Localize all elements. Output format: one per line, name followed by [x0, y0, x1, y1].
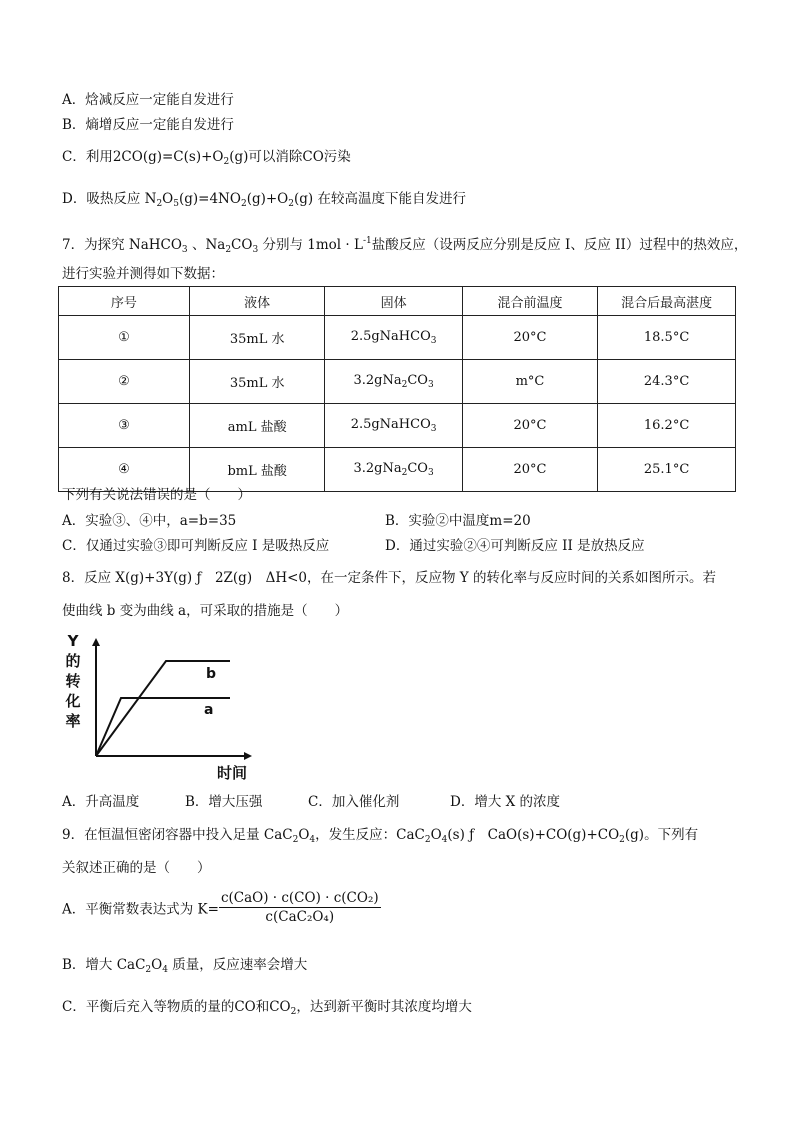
- y-axis-label-2: 的: [65, 652, 81, 670]
- column-header: 液体: [189, 287, 325, 316]
- q6-option-d: D．吸热反应 $N_2O_5(g)=4NO_2(g)+O_2(g)$ 在较高温度下能自发进行: [62, 191, 466, 209]
- curve-a-label: a: [204, 702, 214, 718]
- q8-option-c: C．加入催化剂: [308, 794, 400, 810]
- y-axis-label-3: 转: [65, 672, 81, 690]
- table-row: [59, 404, 736, 448]
- q8-option-b: B．增大压强: [185, 794, 263, 810]
- cell-no: ③: [59, 404, 190, 448]
- cell-solid: 2.5gNaHCO$_3$: [325, 316, 462, 360]
- q8-option-a: A．升高温度: [62, 794, 140, 810]
- q8-stem-line2: 使曲线 b 变为曲线 a，可采取的措施是（ ）: [62, 603, 349, 619]
- cell-solid: $3.2gNa_2CO_3$: [325, 448, 462, 492]
- q6-option-c: C．利用$2CO(g)=C(s)+O_2(g)$可以消除CO污染: [62, 149, 351, 167]
- q9-option-c: C．平衡后充入等物质的量的CO和$CO_2$，达到新平衡时其浓度均增大: [62, 999, 472, 1017]
- q8-stem-line1: 8．反应 X(g)+3Y(g) ƒ 2Z(g) ΔH<0，在一定条件下，反应物 Y 的转化率与反应时间的关系如图所示。若: [62, 570, 717, 586]
- cell-no: ②: [59, 360, 190, 404]
- cell-solid: 2.5gNaHCO$_3$: [325, 404, 462, 448]
- x-axis-label: 时间: [216, 764, 248, 782]
- cell-before: 20°C: [462, 448, 597, 492]
- q7-option-d: D．通过实验②④可判断反应 II 是放热反应: [385, 538, 645, 554]
- equilibrium-fraction: $\frac{\text{c(CaO) · c(CO) · c(CO₂)}}{\text{c(CaC₂O₄)}}$: [220, 890, 379, 925]
- q7-question: 下列有关说法错误的是（ ）: [62, 487, 251, 503]
- cell-no: ④: [59, 448, 190, 492]
- x-axis-arrow: [244, 752, 252, 760]
- cell-before: m°C: [462, 360, 597, 404]
- cell-liquid: bmL 盐酸: [189, 448, 325, 492]
- q7-data-table: [58, 286, 736, 492]
- cell-after: 25.1°C: [598, 448, 736, 492]
- y-axis-label-1: Y: [67, 632, 79, 650]
- q6-option-a: A．焓减反应一定能自发进行: [62, 92, 234, 108]
- y-axis-label-4: 化: [65, 692, 81, 710]
- q7-stem-line2: 进行实验并测得如下数据：: [62, 266, 224, 282]
- column-header: 固体: [325, 287, 462, 316]
- q7-option-b: B．实验②中温度m=20: [385, 513, 531, 529]
- q9-option-a: A．平衡常数表达式为 K= $\frac{\text{c(CaO) · c(CO) · c(CO₂)}}{\text{c(CaC₂O₄)}}$: [62, 890, 379, 925]
- cell-after: 24.3°C: [598, 360, 736, 404]
- table-row: [59, 316, 736, 360]
- conversion-vs-time-graph: [60, 628, 260, 788]
- curve-b-label: b: [206, 666, 217, 682]
- cell-liquid: 35mL 水: [189, 316, 325, 360]
- cell-liquid: amL 盐酸: [189, 404, 325, 448]
- q9-option-b: B．增大 $CaC_2O_4$ 质量，反应速率会增大: [62, 957, 308, 975]
- column-header: 混合后最高湛度: [598, 287, 736, 316]
- cell-liquid: 35mL 水: [189, 360, 325, 404]
- cell-solid: $3.2gNa_2CO_3$: [325, 360, 462, 404]
- column-header: 混合前温度: [462, 287, 597, 316]
- q7-option-c: C．仅通过实验③即可判断反应 I 是吸热反应: [62, 538, 330, 554]
- cell-after: 16.2°C: [598, 404, 736, 448]
- q9-stem-line1: 9．在恒温恒密闭容器中投入足量 $CaC_2O_4$，发生反应：$CaC_2O_4(s)$ ƒ $CaO(s)+CO(g)+CO_2(g)$。下列有: [62, 827, 699, 845]
- cell-no: ①: [59, 316, 190, 360]
- column-header: 序号: [59, 287, 190, 316]
- q8-option-d: D．增大 X 的浓度: [450, 794, 561, 810]
- q9-stem-line2: 关叙述正确的是（ ）: [62, 860, 211, 876]
- y-axis-label-5: 率: [65, 712, 81, 730]
- cell-after: 18.5°C: [598, 316, 736, 360]
- q6-option-b: B．熵增反应一定能自发进行: [62, 117, 234, 133]
- y-axis-arrow: [92, 638, 100, 646]
- cell-before: 20°C: [462, 404, 597, 448]
- table-header-row: [59, 287, 736, 316]
- q7-stem: 7．为探究 NaHCO$_3$ 、$Na_2CO_3$ 分别与 $1mol \cdot L^{-1}$盐酸反应（设两反应分别是反应 I、反应 II）过程中的热效应，: [62, 236, 748, 255]
- cell-before: 20°C: [462, 316, 597, 360]
- table-row: [59, 360, 736, 404]
- q7-option-a: A．实验③、④中，a=b=35: [62, 513, 237, 529]
